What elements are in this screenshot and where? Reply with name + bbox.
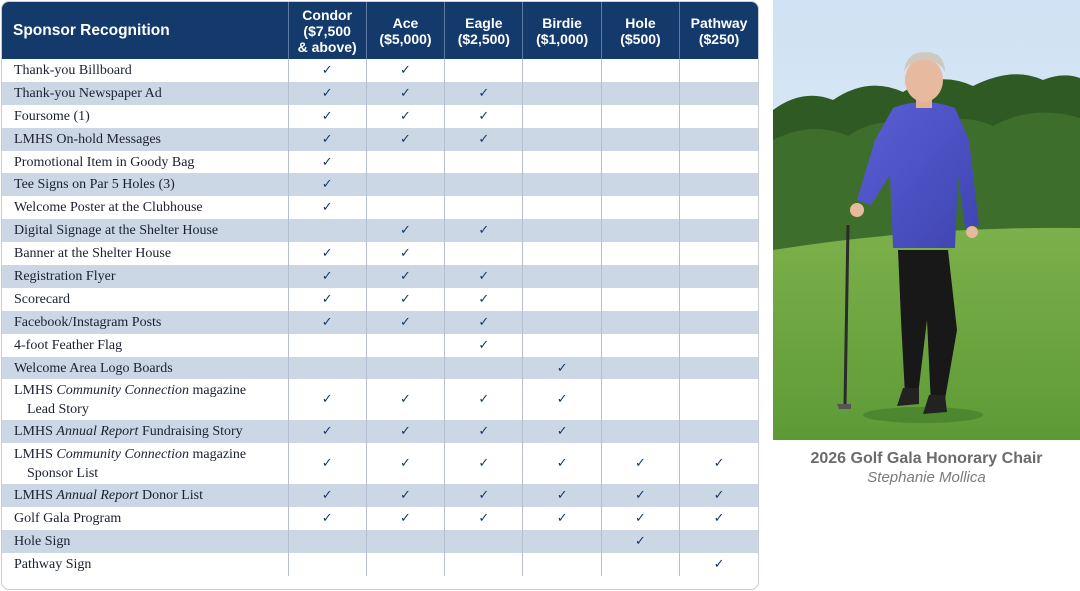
level-cell — [366, 484, 444, 507]
level-cell — [445, 196, 523, 219]
table-row — [2, 334, 758, 357]
benefit-label: Thank-you Newspaper Ad — [14, 85, 162, 101]
level-cell — [523, 334, 601, 357]
level-cell — [366, 334, 444, 357]
benefit-label: Tee Signs on Par 5 Holes (3) — [14, 177, 175, 193]
level-cell — [523, 311, 601, 334]
benefit-cell — [2, 379, 288, 420]
level-cell — [288, 151, 366, 174]
level-cell — [523, 128, 601, 151]
level-cell — [523, 507, 601, 530]
honorary-chair-photo — [773, 0, 1080, 440]
check-icon: ✓ — [400, 131, 411, 147]
table-row — [2, 420, 758, 443]
check-icon: ✓ — [635, 488, 646, 504]
check-icon: ✓ — [713, 488, 725, 504]
check-icon: ✓ — [713, 511, 725, 527]
benefit-cell — [2, 553, 288, 576]
level-cell — [680, 105, 758, 128]
check-icon: ✓ — [478, 456, 490, 472]
check-icon: ✓ — [478, 291, 490, 307]
table-row — [2, 105, 758, 128]
level-cell — [601, 242, 679, 265]
level-cell — [288, 173, 366, 196]
level-cell — [366, 553, 444, 576]
level-cell — [523, 420, 601, 443]
check-icon: ✓ — [478, 488, 490, 504]
level-cell — [288, 219, 366, 242]
level-amount: ($2,500) — [457, 30, 510, 47]
level-cell — [601, 443, 679, 484]
level-amount: ($500) — [620, 30, 661, 47]
check-icon: ✓ — [556, 360, 568, 376]
level-cell — [523, 288, 601, 311]
check-icon: ✓ — [478, 337, 490, 353]
check-icon: ✓ — [400, 291, 411, 307]
level-cell — [601, 288, 679, 311]
benefit-label: Thank-you Billboard — [14, 62, 132, 78]
level-cell — [680, 265, 758, 288]
table-header-row — [2, 2, 758, 59]
level-cell — [366, 173, 444, 196]
level-cell — [601, 59, 679, 82]
level-name: Hole — [625, 14, 656, 31]
level-cell — [523, 553, 601, 576]
benefit-label: Welcome Area Logo Boards — [14, 360, 173, 376]
table-row — [2, 219, 758, 242]
level-cell — [366, 357, 444, 380]
level-cell — [288, 334, 366, 357]
level-header-1 — [366, 2, 444, 59]
level-cell — [288, 357, 366, 380]
check-icon: ✓ — [478, 268, 490, 284]
level-amount-continued: & above) — [297, 38, 357, 55]
level-cell — [601, 507, 679, 530]
level-cell — [288, 484, 366, 507]
level-name: Condor — [302, 6, 353, 23]
table-row — [2, 59, 758, 82]
benefit-label: Registration Flyer — [14, 268, 116, 284]
benefit-cell — [2, 484, 288, 507]
level-cell — [680, 196, 758, 219]
check-icon: ✓ — [400, 488, 411, 504]
level-cell — [601, 151, 679, 174]
publication-title: Annual Report — [56, 424, 139, 440]
level-cell — [601, 484, 679, 507]
benefit-cell — [2, 265, 288, 288]
level-cell — [601, 553, 679, 576]
check-icon: ✓ — [400, 246, 411, 262]
level-header-4 — [601, 2, 679, 59]
table-row — [2, 173, 758, 196]
level-cell — [288, 420, 366, 443]
benefit-cell — [2, 219, 288, 242]
level-cell — [445, 59, 523, 82]
level-cell — [288, 265, 366, 288]
check-icon: ✓ — [478, 108, 490, 124]
level-cell — [445, 420, 523, 443]
publication-title: Community Connection — [56, 446, 190, 462]
level-cell — [445, 484, 523, 507]
level-cell — [601, 530, 679, 553]
level-cell — [601, 105, 679, 128]
benefit-cell — [2, 128, 288, 151]
check-icon: ✓ — [400, 424, 411, 440]
level-cell — [680, 420, 758, 443]
benefit-cell — [2, 105, 288, 128]
level-cell — [601, 334, 679, 357]
level-cell — [680, 219, 758, 242]
level-cell — [601, 311, 679, 334]
level-amount: ($250) — [698, 30, 740, 47]
benefit-cell — [2, 242, 288, 265]
level-cell — [523, 105, 601, 128]
benefit-label: LMHS — [14, 446, 57, 462]
level-cell — [523, 357, 601, 380]
benefit-cell — [2, 196, 288, 219]
level-cell — [680, 242, 758, 265]
benefit-cell — [2, 59, 288, 82]
level-cell — [288, 553, 366, 576]
benefit-label-line2: Sponsor List — [27, 465, 99, 481]
benefit-label: Scorecard — [14, 291, 70, 307]
level-cell — [523, 219, 601, 242]
level-cell — [680, 82, 758, 105]
benefit-label: Banner at the Shelter House — [14, 246, 172, 262]
benefit-label: Welcome Poster at the Clubhouse — [14, 200, 203, 216]
level-cell — [445, 530, 523, 553]
benefit-label: 4-foot Feather Flag — [14, 337, 123, 353]
sponsor-recognition-table — [2, 2, 758, 576]
level-cell — [601, 265, 679, 288]
check-icon: ✓ — [321, 424, 333, 440]
benefit-label-suffix: magazine — [189, 382, 247, 398]
level-cell — [366, 265, 444, 288]
level-cell — [288, 82, 366, 105]
level-cell — [445, 334, 523, 357]
level-cell — [366, 420, 444, 443]
table-row — [2, 443, 758, 484]
level-cell — [288, 59, 366, 82]
benefit-cell — [2, 82, 288, 105]
check-icon: ✓ — [400, 314, 411, 330]
level-name: Ace — [392, 14, 419, 31]
level-cell — [680, 334, 758, 357]
benefit-label: LMHS — [14, 424, 57, 440]
benefit-label: Promotional Item in Goody Bag — [14, 154, 195, 170]
benefit-label: LMHS On-hold Messages — [14, 131, 161, 147]
check-icon: ✓ — [400, 223, 411, 239]
table-row — [2, 265, 758, 288]
check-icon: ✓ — [478, 392, 490, 408]
level-cell — [445, 82, 523, 105]
check-icon: ✓ — [321, 246, 333, 262]
level-cell — [288, 196, 366, 219]
check-icon: ✓ — [635, 456, 646, 472]
benefit-label: LMHS — [14, 488, 57, 504]
table-row — [2, 288, 758, 311]
level-name: Birdie — [542, 14, 582, 31]
check-icon: ✓ — [321, 62, 333, 78]
level-cell — [523, 59, 601, 82]
level-amount: ($7,500 — [303, 22, 351, 39]
benefit-cell — [2, 173, 288, 196]
publication-title: Annual Report — [56, 488, 139, 504]
benefit-label: Foursome (1) — [14, 108, 90, 124]
level-header-5 — [680, 2, 758, 59]
table-row — [2, 242, 758, 265]
level-cell — [288, 105, 366, 128]
benefit-cell — [2, 311, 288, 334]
check-icon: ✓ — [321, 456, 333, 472]
level-cell — [445, 265, 523, 288]
level-cell — [366, 105, 444, 128]
level-cell — [288, 443, 366, 484]
benefit-label: Pathway Sign — [14, 556, 92, 572]
benefit-cell — [2, 334, 288, 357]
benefit-cell — [2, 357, 288, 380]
level-cell — [445, 443, 523, 484]
check-icon: ✓ — [321, 108, 333, 124]
level-cell — [680, 443, 758, 484]
level-cell — [601, 357, 679, 380]
check-icon: ✓ — [321, 314, 333, 330]
sponsor-recognition-table-container — [1, 1, 759, 590]
level-cell — [366, 82, 444, 105]
level-cell — [288, 128, 366, 151]
level-cell — [680, 288, 758, 311]
benefit-cell — [2, 288, 288, 311]
check-icon: ✓ — [321, 200, 333, 216]
check-icon: ✓ — [478, 85, 490, 101]
level-cell — [366, 288, 444, 311]
level-header-2 — [445, 2, 523, 59]
check-icon: ✓ — [321, 154, 333, 170]
level-cell — [445, 173, 523, 196]
check-icon: ✓ — [556, 392, 568, 408]
level-cell — [680, 553, 758, 576]
level-cell — [523, 530, 601, 553]
level-cell — [523, 173, 601, 196]
level-cell — [445, 507, 523, 530]
level-cell — [680, 484, 758, 507]
level-cell — [445, 357, 523, 380]
level-cell — [601, 128, 679, 151]
benefit-cell — [2, 420, 288, 443]
benefit-label: Facebook/Instagram Posts — [14, 314, 162, 330]
table-row — [2, 311, 758, 334]
check-icon: ✓ — [321, 131, 333, 147]
level-cell — [523, 484, 601, 507]
check-icon: ✓ — [400, 456, 411, 472]
check-icon: ✓ — [556, 424, 568, 440]
benefit-label: LMHS — [14, 382, 57, 398]
benefit-label-suffix: Fundraising Story — [138, 424, 243, 440]
level-cell — [288, 242, 366, 265]
level-cell — [288, 379, 366, 420]
check-icon: ✓ — [478, 223, 490, 239]
level-cell — [366, 443, 444, 484]
level-cell — [288, 311, 366, 334]
check-icon: ✓ — [713, 456, 725, 472]
check-icon: ✓ — [478, 424, 490, 440]
level-cell — [366, 151, 444, 174]
check-icon: ✓ — [321, 392, 333, 408]
level-cell — [523, 196, 601, 219]
table-body — [2, 59, 758, 576]
level-cell — [366, 196, 444, 219]
check-icon: ✓ — [400, 268, 411, 284]
level-cell — [680, 311, 758, 334]
table-row — [2, 151, 758, 174]
check-icon: ✓ — [321, 268, 333, 284]
table-row — [2, 357, 758, 380]
level-cell — [366, 59, 444, 82]
level-cell — [523, 379, 601, 420]
check-icon: ✓ — [321, 291, 333, 307]
level-cell — [680, 59, 758, 82]
level-cell — [445, 128, 523, 151]
check-icon: ✓ — [635, 511, 646, 527]
check-icon: ✓ — [713, 556, 725, 572]
level-cell — [445, 151, 523, 174]
check-icon: ✓ — [321, 511, 333, 527]
benefit-label: Hole Sign — [14, 534, 71, 550]
level-cell — [288, 530, 366, 553]
table-row — [2, 82, 758, 105]
level-cell — [288, 507, 366, 530]
benefit-cell — [2, 443, 288, 484]
publication-title: Community Connection — [56, 382, 190, 398]
check-icon: ✓ — [478, 131, 490, 147]
level-cell — [445, 379, 523, 420]
level-cell — [366, 242, 444, 265]
level-cell — [680, 128, 758, 151]
level-header-3 — [523, 2, 601, 59]
level-cell — [366, 507, 444, 530]
level-cell — [680, 507, 758, 530]
benefit-label: Golf Gala Program — [14, 511, 122, 527]
table-row — [2, 530, 758, 553]
level-cell — [523, 82, 601, 105]
level-cell — [680, 173, 758, 196]
level-name: Eagle — [465, 14, 503, 31]
level-header-0 — [288, 2, 366, 59]
check-icon: ✓ — [556, 511, 568, 527]
level-cell — [601, 420, 679, 443]
level-cell — [680, 379, 758, 420]
check-icon: ✓ — [400, 62, 411, 78]
table-row — [2, 507, 758, 530]
check-icon: ✓ — [635, 534, 646, 550]
level-cell — [680, 151, 758, 174]
check-icon: ✓ — [321, 85, 333, 101]
level-cell — [445, 288, 523, 311]
level-cell — [445, 311, 523, 334]
level-cell — [680, 357, 758, 380]
benefit-cell — [2, 151, 288, 174]
benefit-label-line2: Lead Story — [27, 401, 89, 417]
table-row — [2, 379, 758, 420]
level-cell — [366, 128, 444, 151]
benefit-cell — [2, 530, 288, 553]
check-icon: ✓ — [400, 85, 411, 101]
check-icon: ✓ — [478, 314, 490, 330]
level-cell — [366, 219, 444, 242]
level-cell — [523, 242, 601, 265]
photo-caption-name: Stephanie Mollica — [867, 469, 986, 486]
table-row — [2, 196, 758, 219]
benefit-label-suffix: magazine — [189, 446, 247, 462]
check-icon: ✓ — [478, 511, 490, 527]
level-cell — [680, 530, 758, 553]
benefit-label: Digital Signage at the Shelter House — [14, 223, 219, 239]
level-cell — [523, 265, 601, 288]
level-cell — [445, 105, 523, 128]
level-cell — [601, 379, 679, 420]
check-icon: ✓ — [400, 108, 411, 124]
check-icon: ✓ — [400, 511, 411, 527]
level-amount: ($1,000) — [536, 30, 589, 47]
level-amount: ($5,000) — [379, 30, 432, 47]
level-name: Pathway — [690, 14, 748, 31]
check-icon: ✓ — [400, 392, 411, 408]
level-cell — [445, 219, 523, 242]
table-row — [2, 128, 758, 151]
level-cell — [523, 151, 601, 174]
level-cell — [445, 242, 523, 265]
table-row — [2, 484, 758, 507]
level-cell — [601, 82, 679, 105]
level-cell — [288, 288, 366, 311]
level-cell — [601, 173, 679, 196]
check-icon: ✓ — [321, 488, 333, 504]
level-cell — [523, 443, 601, 484]
sponsor-recognition-heading: Sponsor Recognition — [2, 2, 288, 59]
check-icon: ✓ — [321, 177, 333, 193]
level-cell — [601, 196, 679, 219]
benefit-label-suffix: Donor List — [138, 488, 204, 504]
level-cell — [601, 219, 679, 242]
table-row — [2, 553, 758, 576]
check-icon: ✓ — [556, 488, 568, 504]
level-cell — [366, 311, 444, 334]
benefit-cell — [2, 507, 288, 530]
photo-caption-title: 2026 Golf Gala Honorary Chair — [810, 450, 1043, 467]
check-icon: ✓ — [556, 456, 568, 472]
level-cell — [445, 553, 523, 576]
level-cell — [366, 530, 444, 553]
level-cell — [366, 379, 444, 420]
